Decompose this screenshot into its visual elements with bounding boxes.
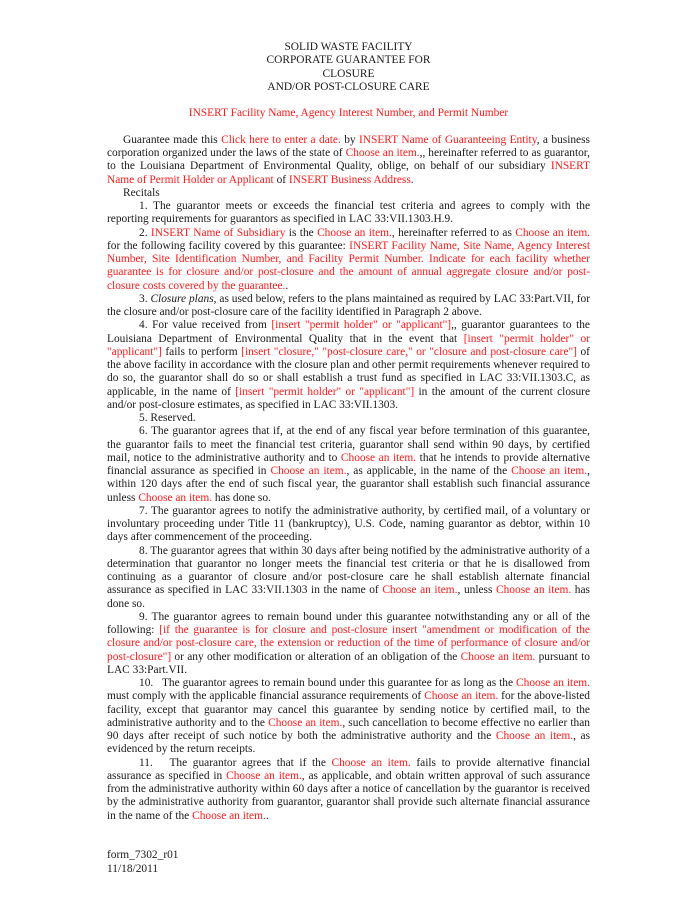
text: pursuant to LAC 33:Part.VII. [107,650,590,676]
document-page [107,41,590,876]
text: of [273,173,289,186]
state-dropdown[interactable]: Choose an item. [345,147,420,159]
business-address-field[interactable]: INSERT Business Address [288,173,411,186]
subsidiary-name-field[interactable]: INSERT Name of Subsidiary [150,226,286,239]
text: by [340,133,359,146]
text: 2. [139,226,151,239]
recital-4 [107,319,590,412]
choose-item-dropdown[interactable]: Choose an item. [226,769,302,782]
choose-item-dropdown[interactable]: Choose an item. [511,465,588,477]
recital-5: 5. Reserved. [139,412,196,424]
recital-8 [107,545,590,611]
text: , unless [457,584,497,597]
text: fails to provide alternative financial assurance as specified in [107,756,590,782]
text: Guarantee made this [123,133,222,146]
permit-holder-placeholder[interactable]: [insert "permit holder" or "applicant"] [271,319,452,332]
text: that he intends to provide alternative financial assurance as specified in [107,451,590,477]
text: must comply with the applicable financial assurance requirements of [107,690,425,703]
choose-item-dropdown[interactable]: Choose an item. [192,809,266,822]
title-line: CLOSURE [322,67,375,80]
form-id: form_7302_r01 [107,849,179,862]
recital-7: 7. The guarantor agrees to notify the administrative authority, by certified mail, of a voluntary or involuntary proceeding under Title 11 (bankruptcy), U.S. Code, naming guarantor as debtor, within 10 days after commencement of the proceeding. [107,504,590,544]
choose-item-dropdown[interactable]: Choose an item. [460,650,536,663]
choose-item-dropdown[interactable]: Choose an item. [138,491,213,504]
form-footer [107,849,590,876]
recital-10 [107,677,590,757]
choose-item-dropdown[interactable]: Choose an item. [496,584,572,597]
closure-type-placeholder[interactable]: [insert "closure," "post-closure care," or "closure and post-closure care"] [241,345,577,358]
choose-item-dropdown[interactable]: Choose an item. [382,584,458,597]
text: 9. The guarantor agrees to remain bound under this guarantee notwithstanding any or all of the following: [107,610,590,636]
title-line: CORPORATE GUARANTEE FOR [266,54,431,67]
recital-3 [107,293,590,320]
text: , a business corporation organized under the laws of the state of [107,133,590,159]
text: , within 120 days after the end of such fiscal year, the guarantor shall establish such financial assurance unless [107,465,590,504]
text: , as used below, refers to the plans maintained as required by LAC 33:Part.VII, for the closure and/or post-closure care of the facility identified in Paragraph 2 above. [107,292,590,318]
text: 11. The guarantor agrees that if the [139,756,332,769]
permit-holder-placeholder[interactable]: [insert "permit holder" or "applicant"] [235,385,415,398]
choose-item-dropdown[interactable]: Choose an item. [270,465,347,477]
title-line: AND/OR POST-CLOSURE CARE [267,80,430,93]
text: 6. The guarantor agrees that if, at the end of any fiscal year before termination of this guarantee, the guarantor fails to meet the financial test criteria, guarantor shall send within 90 days, by certified mail, notice to the administrative authority and to [107,425,590,464]
text: has done so. [212,491,271,504]
text: , as evidenced by the return receipts. [107,730,591,756]
facility-details-field[interactable]: INSERT Facility Name, Site Name, Agency Interest Number, Site Identification Number, and Facility Permit Number. Indicate for each facility whether guarantee is for closure and/or post-closure and the amount of annual aggregate closure and/or post-closure costs covered by the guarantee. [107,239,590,292]
text: , such cancellation to become effective no earlier than 90 days after receipt of such notice by both the administrative authority and the [107,716,590,742]
text: ,, hereinafter referred to as guarantor, to the Louisiana Department of Environmental Quality, oblige, on behalf of our subsidiary [107,147,590,173]
text: has done so. [107,584,590,610]
text: 3. [139,292,151,305]
choose-item-dropdown[interactable]: Choose an item. [268,716,343,729]
document-title [107,41,590,94]
text: for the above-listed facility, except that guarantor may cancel this guarantee by sending notice by certified mail, to the administrative authority and to the [107,690,590,729]
text: for the following facility covered by this guarantee: [107,239,350,252]
choose-item-dropdown[interactable]: Choose an item. [424,690,499,703]
choose-item-dropdown[interactable]: Choose an item. [317,226,392,239]
text: , as applicable, and obtain written approval of such assurance from the administrative authority within 60 days after a notice of cancellation by the guarantor is received by the administrative authority from guarantor, guarantor shall provide such alternate financial assurance in the name of the [107,769,590,822]
text: , as applicable, in the name of the [346,465,512,477]
text: . [265,809,269,822]
choose-item-dropdown[interactable]: Choose an item. [331,756,411,769]
text: of the above facility in accordance with the closure plan and other permit requirements whenever required to do so, the guarantor shall do so or shall establish a trust fund as specified in LAC 33:VII.1303.C, as applicable, in the name of [107,345,590,398]
recital-9 [107,611,590,677]
defined-term: Closure plans [150,292,214,305]
text: 4. For value received from [139,319,272,332]
date-field[interactable]: Click here to enter a date. [221,133,341,146]
text: 10. The guarantor agrees to remain bound under this guarantee for as long as the [139,677,517,689]
intro-paragraph [107,134,590,187]
recital-11 [107,757,590,823]
recitals-heading: Recitals [123,186,160,199]
text: . [285,279,289,292]
title-line: SOLID WASTE FACILITY [284,41,413,53]
text: . [410,173,414,186]
recital-6 [107,425,590,505]
choose-item-dropdown[interactable]: Choose an item. [515,226,591,239]
text: in the amount of the current closure and/or post-closure estimates, as specified in LAC 33:VII.1303. [107,385,591,411]
text: fails to perform [161,345,242,358]
facility-name-field[interactable]: INSERT Facility Name, Agency Interest Number, and Permit Number [188,107,509,120]
guarantor-name-field[interactable]: INSERT Name of Guaranteeing Entity [359,133,537,146]
form-date: 11/18/2011 [107,862,159,875]
choose-item-dropdown[interactable]: Choose an item. [516,677,590,689]
recital-2 [107,227,590,293]
text: is the [285,226,318,239]
choose-item-dropdown[interactable]: Choose an item. [495,730,574,742]
permit-holder-placeholder[interactable]: [insert "permit holder" or "applicant"] [107,332,590,358]
modification-placeholder[interactable]: [if the guarantee is for closure and post-closure insert "amendment or modification of the closure and/or post-closure care, the extension or reduction of the time of performance of closure and/or post-closure"] [107,624,590,663]
recital-1: 1. The guarantor meets or exceeds the financial test criteria and agrees to comply with the reporting requirements for guarantors as specified in LAC 33:VII.1303.H.9. [107,200,590,226]
permit-holder-field[interactable]: INSERT Name of Permit Holder or Applicant [107,160,590,186]
text: ,, guarantor guarantees to the Louisiana Department of Environmental Quality that in the event that [107,319,590,345]
text: 8. The guarantor agrees that within 30 days after being notified by the administrative authority of a determination that guarantor no longer meets the financial test criteria or that he is disallowed from continuing as a guarantor of closure and/or post-closure care he shall establish alternate financial assurance as specified in LAC 33:VII.1303 in the name of [107,544,590,597]
text: or any other modification or alteration of an obligation of the [171,650,461,663]
text: , hereinafter referred to as [391,226,516,239]
choose-item-dropdown[interactable]: Choose an item. [340,451,417,464]
